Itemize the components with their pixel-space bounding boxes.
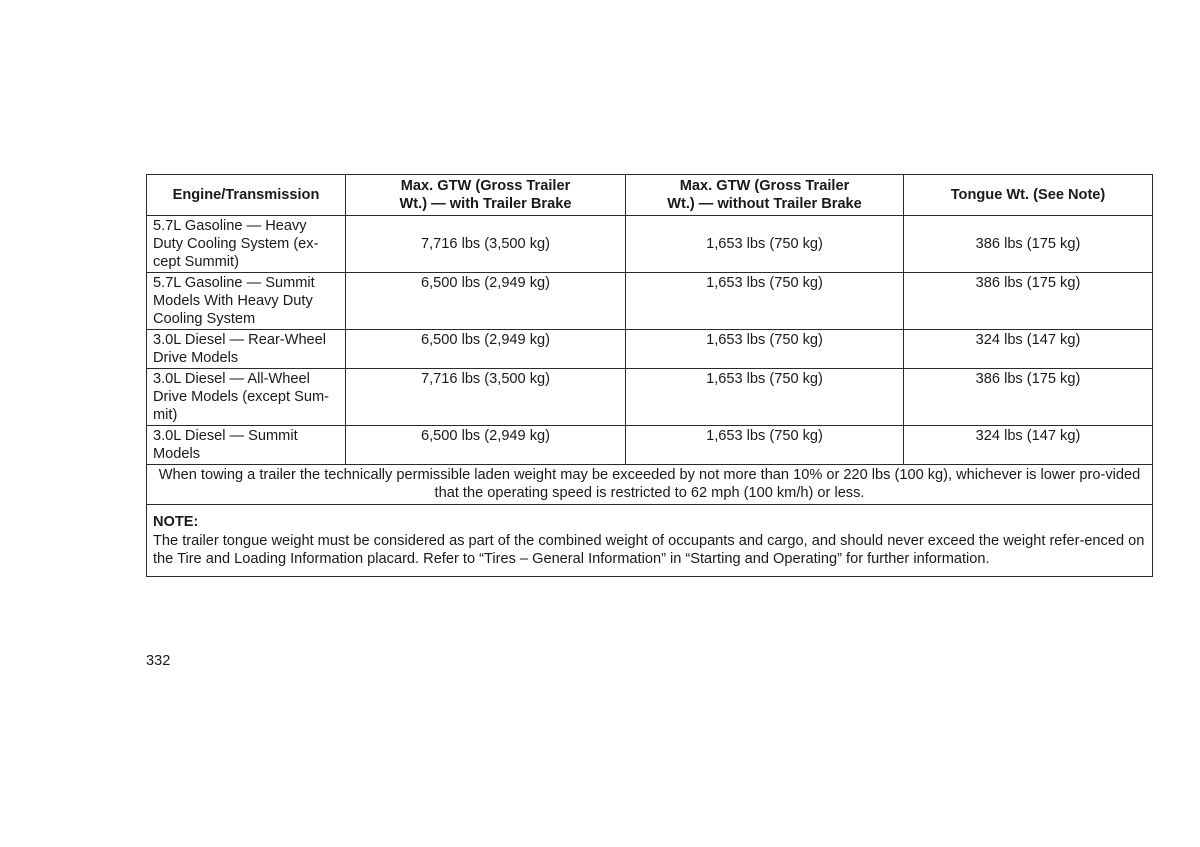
cell-engine: 5.7L Gasoline — Summit Models With Heavy Duty Cooling System bbox=[147, 273, 346, 330]
header-gtw-with-brake: Max. GTW (Gross Trailer Wt.) — with Trailer Brake bbox=[346, 175, 626, 216]
cell-gtw-with-brake: 6,500 lbs (2,949 kg) bbox=[346, 330, 626, 369]
cell-gtw-with-brake: 6,500 lbs (2,949 kg) bbox=[346, 426, 626, 465]
table-row bbox=[147, 273, 1153, 330]
note-heading: NOTE: bbox=[153, 514, 199, 530]
page-number: 332 bbox=[146, 653, 171, 669]
note-body: The trailer tongue weight must be considered as part of the combined weight of occupants and cargo, and should never exceed the weight refer-enced on the Tire and Loading Information placard. Refer to “Tires – General Information” in “Starting and Operating” for further information. bbox=[153, 533, 1145, 567]
table-row bbox=[147, 426, 1153, 465]
cell-engine: 5.7L Gasoline — Heavy Duty Cooling System (ex-cept Summit) bbox=[147, 216, 346, 273]
cell-tongue-weight: 324 lbs (147 kg) bbox=[904, 330, 1153, 369]
header-engine-transmission: Engine/Transmission bbox=[147, 175, 346, 216]
cell-engine: 3.0L Diesel — All-Wheel Drive Models (except Sum-mit) bbox=[147, 369, 346, 426]
towing-spec-table bbox=[146, 174, 1153, 577]
cell-gtw-with-brake: 6,500 lbs (2,949 kg) bbox=[346, 273, 626, 330]
footnote-row bbox=[147, 465, 1153, 505]
note-cell bbox=[147, 505, 1153, 577]
cell-engine: 3.0L Diesel — Summit Models bbox=[147, 426, 346, 465]
cell-tongue-weight: 386 lbs (175 kg) bbox=[904, 216, 1153, 273]
note-row bbox=[147, 505, 1153, 577]
towing-footnote: When towing a trailer the technically permissible laden weight may be exceeded by not more than 10% or 220 lbs (100 kg), whichever is lower pro-vided that the operating speed is restricted to 62 mph (100 km/h) or less. bbox=[147, 465, 1153, 505]
cell-tongue-weight: 386 lbs (175 kg) bbox=[904, 369, 1153, 426]
cell-tongue-weight: 386 lbs (175 kg) bbox=[904, 273, 1153, 330]
table-body bbox=[147, 216, 1153, 577]
cell-gtw-without-brake: 1,653 lbs (750 kg) bbox=[626, 216, 904, 273]
table-row bbox=[147, 330, 1153, 369]
table-row bbox=[147, 216, 1153, 273]
cell-tongue-weight: 324 lbs (147 kg) bbox=[904, 426, 1153, 465]
header-gtw-without-brake: Max. GTW (Gross Trailer Wt.) — without Trailer Brake bbox=[626, 175, 904, 216]
table-header bbox=[147, 175, 1153, 216]
table-row bbox=[147, 369, 1153, 426]
cell-gtw-without-brake: 1,653 lbs (750 kg) bbox=[626, 330, 904, 369]
cell-gtw-without-brake: 1,653 lbs (750 kg) bbox=[626, 273, 904, 330]
cell-engine: 3.0L Diesel — Rear-Wheel Drive Models bbox=[147, 330, 346, 369]
header-tongue-weight: Tongue Wt. (See Note) bbox=[904, 175, 1153, 216]
cell-gtw-without-brake: 1,653 lbs (750 kg) bbox=[626, 369, 904, 426]
header-row bbox=[147, 175, 1153, 216]
cell-gtw-without-brake: 1,653 lbs (750 kg) bbox=[626, 426, 904, 465]
cell-gtw-with-brake: 7,716 lbs (3,500 kg) bbox=[346, 369, 626, 426]
cell-gtw-with-brake: 7,716 lbs (3,500 kg) bbox=[346, 216, 626, 273]
